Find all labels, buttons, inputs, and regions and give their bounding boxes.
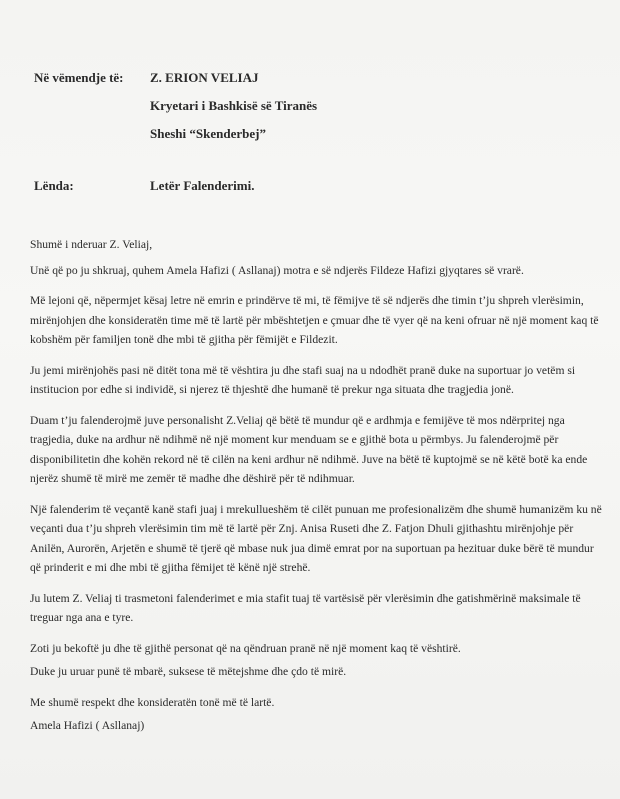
paragraph-2: Më lejoni që, nëpermjet kësaj letre në emrin e prindërve të mi, të fëmijve të së ndjerës dhe timin t’ju shpreh vlerësimin, mirënjohjen dhe konsideratën time më të lartë për mbështetjen e çmuar dhe të vyer që na keni ofruar në një moment kaq të kobshëm për familjen tonë dhe mbi të gjitha për fëmijët e Fildezit. [30,294,599,346]
paragraph-4: Duam t’ju falenderojmë juve personalisht Z.Veliaj që bëtë të mundur që e ardhmja e femijëve të mos ndërpritej nga tragjedia, duke na ardhur në ndihmë në një moment kur menduam se e gjithë bota u përmbys. Ju falenderojmë për disponibilitetin dhe kohën rekord në të cilën na keni ardhur në ndihmë. Juve na bëtë të kuptojmë se në këtë botë ka ende njerëz shumë të mirë me zemër të madhe dhe dëshirë për të ndihmuar. [30,413,588,485]
paragraph-6: Ju lutem Z. Veliaj ti trasmetoni falenderimet e mia stafit tuaj të vartësisë për vlerësimin dhe gatishmërinë maksimale të treguar nga ana e tyre. [30,591,581,624]
subject-label: Lënda: [34,178,74,193]
salutation: Shumë i nderuar Z. Veliaj, [30,238,153,251]
regards-line: Me shumë respekt dhe konsideratën tonë më të lartë. [30,695,275,709]
paragraph-3: Ju jemi mirënjohës pasi në ditët tona më të vështira ju dhe stafi suaj na u ndodhët pranë duke na suportuar jo vetëm si institucion por edhe si individë, si njerez të thjeshtë dhe humanë të prekur nga situata dhe tragjedia jonë. [30,363,576,396]
recipient-label: Në vëmendje të: [34,70,124,85]
letter-body [30,235,602,747]
signature: Amela Hafizi ( Asllanaj) [30,719,145,732]
recipient-name: Z. ERION VELIAJ [150,70,259,85]
paragraph-1: Unë që po ju shkruaj, quhem Amela Hafizi ( Asllanaj) motra e së ndjerës Fildeze Hafizi gjyqtares së vrarë. [30,263,524,277]
subject-value: Letër Falenderimi. [150,178,255,193]
paragraph-5: Një falenderim të veçantë kanë stafi juaj i mrekullueshëm të cilët punuan me profesionalizëm dhe shumë humanizëm ku në veçanti dua t’ju shpreh vlerësimin tim më të lartë për Znj. Anisa Ruseti dhe Z. Fatjon Dhuli gjithashtu mirënjohje për Anilën, Aurorën, Arjetën e shumë të tjerë që mbase nuk jua dimë emrat por na suportuan pa hezituar duke bërë të mundur që prinderit e mi dhe mbi të gjitha fëmijet të kënë një strehë. [30,502,602,574]
recipient-position: Kryetari i Bashkisë së Tiranës [150,98,318,113]
recipient-address: Sheshi “Skenderbej” [150,126,266,141]
closing-line-2: Duke ju uruar punë të mbarë, suksese të mëtejshme dhe çdo të mirë. [30,665,347,678]
closing-line-1: Zoti ju bekoftë ju dhe të gjithë personat që na qëndruan pranë në një moment kaq të vështirë. [30,641,461,655]
